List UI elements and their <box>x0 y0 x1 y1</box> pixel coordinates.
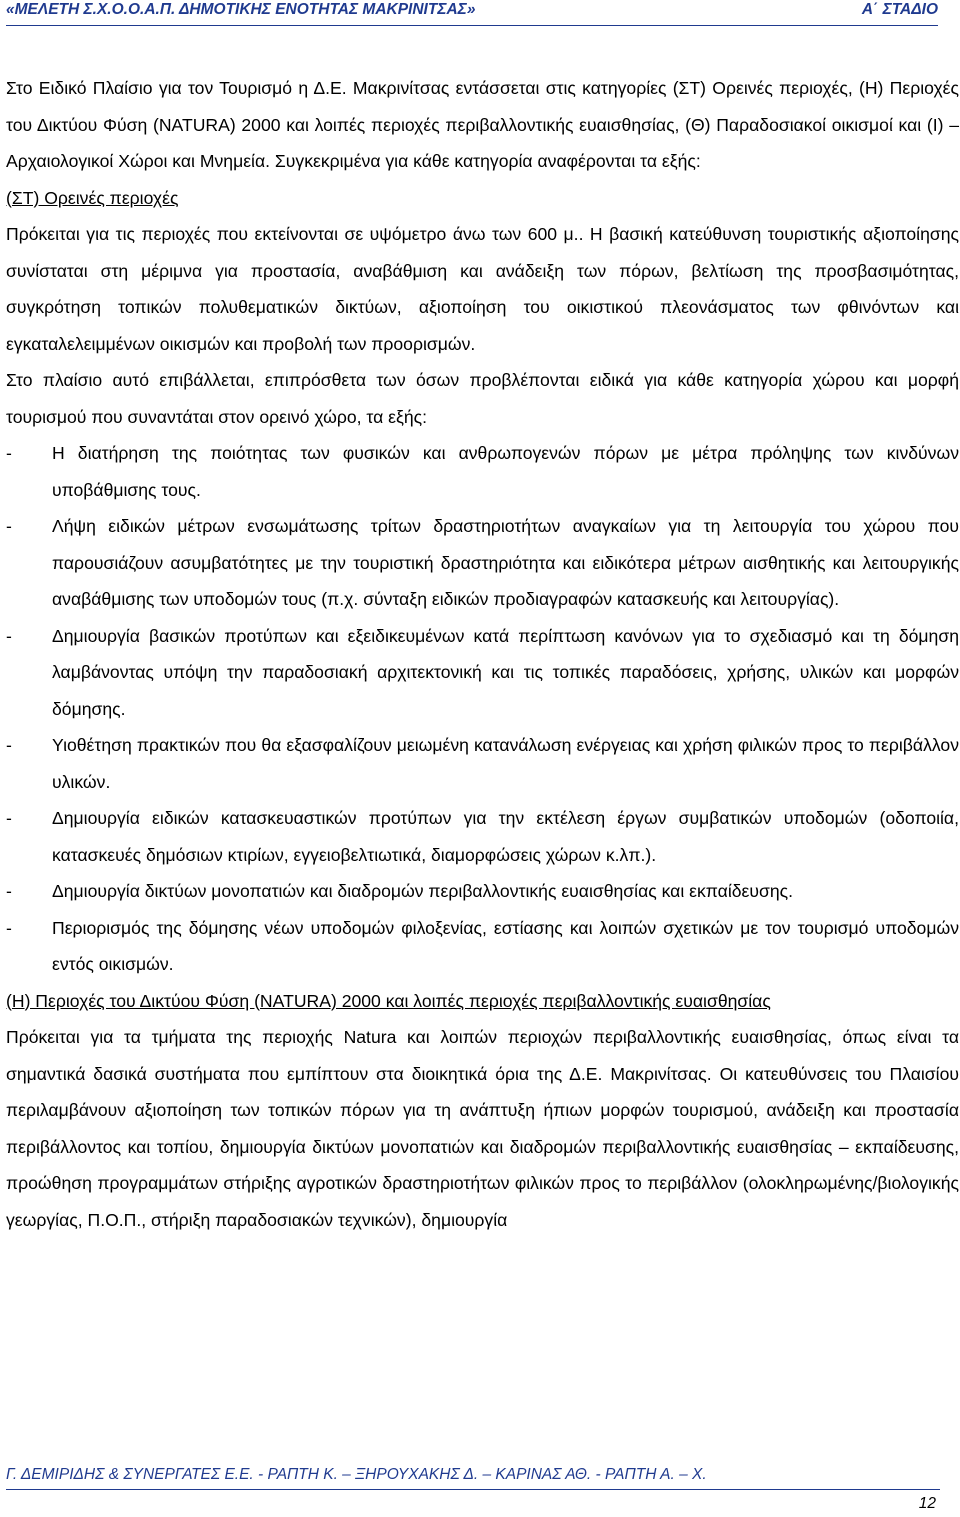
section-heading-mountain-areas: (ΣΤ) Ορεινές περιοχές <box>6 187 179 208</box>
list-item-text: Λήψη ειδικών μέτρων ενσωμάτωσης τρίτων δραστηριοτήτων αναγκαίων για τη λειτουργία του χώρου που παρουσιάζουν ασυμβατότητες με την τουριστική δραστηριότητα και ειδικότερα μέτρων αισθητικής και λειτουργικής αναβάθμισης των υποδομών τους (π.χ. σύνταξη ειδικών προδιαγραφών κατασκευής και λειτουργίας). <box>52 516 959 609</box>
list-item-text: Η διατήρηση της ποιότητας των φυσικών και ανθρωπογενών πόρων με μέτρα πρόληψης των κινδύνων υποβάθμισης τους. <box>52 443 959 500</box>
bullet-dash: - <box>6 881 12 901</box>
bullet-dash: - <box>6 735 12 755</box>
footer-rule <box>6 1489 940 1490</box>
bullet-dash: - <box>6 808 12 828</box>
page-footer: Γ. ΔΕΜΙΡΙΔΗΣ & ΣΥΝΕΡΓΑΤΕΣ Ε.Ε. - ΡΑΠΤΗ Κ. – ΞΗΡΟΥΧΑΚΗΣ Δ. – ΚΑΡΙΝΑΣ ΑΘ. - ΡΑΠΤΗ Α. – Χ. <box>6 1466 707 1483</box>
framework-paragraph: Στο πλαίσιο αυτό επιβάλλεται, επιπρόσθετα των όσων προβλέπονται ειδικά για κάθε κατηγορία χώρου και μορφή τουρισμού που συναντάται στον ορεινό χώρο, τα εξής: <box>6 370 959 427</box>
page-number: 12 <box>918 1495 936 1512</box>
header-study-title: «ΜΕΛΕΤΗ Σ.Χ.Ο.Ο.Α.Π. ΔΗΜΟΤΙΚΗΣ ΕΝΟΤΗΤΑΣ ΜΑΚΡΙΝΙΤΣΑΣ» <box>6 1 476 18</box>
list-item <box>6 800 959 873</box>
list-item-text: Δημιουργία ειδικών κατασκευαστικών προτύπων για την εκτέλεση έργων συμβατικών υποδομών (οδοποιία, κατασκευές δημόσιων κτιρίων, εγγειοβελτιωτικά, διαμορφώσεις χώρων κ.λπ.). <box>52 808 959 865</box>
bullet-dash: - <box>6 917 12 938</box>
list-item <box>6 910 959 983</box>
list-item <box>6 435 959 508</box>
header-stage: Α΄ ΣΤΑΔΙΟ <box>861 1 938 18</box>
header-rule <box>6 25 938 26</box>
list-item-text: Περιορισμός της δόμησης νέων υποδομών φιλοξενίας, εστίασης και λοιπών σχετικών με τον τουρισμό υποδομών εντός οικισμών. <box>52 917 959 974</box>
section-heading-natura: (Η) Περιοχές του Δικτύου Φύση (NATURA) 2000 και λοιπές περιοχές περιβαλλοντικής ευαισθησίας <box>6 990 771 1011</box>
list-item <box>6 618 959 728</box>
intro-paragraph: Στο Ειδικό Πλαίσιο για τον Τουρισμό η Δ.Ε. Μακρινίτσας εντάσσεται στις κατηγορίες (ΣΤ) Ορεινές περιοχές, (Η) Περιοχές του Δικτύου Φύση (NATURA) 2000 και λοιπές περιοχές περιβαλλοντικής ευαισθησίας, (Θ) Παραδοσιακοί οικισμοί και (Ι) – Αρχαιολογικοί Χώροι και Μνημεία. Συγκεκριμένα για κάθε κατηγορία αναφέρονται τα εξής: <box>6 78 959 171</box>
list-item <box>6 508 959 618</box>
document-body <box>6 70 959 1238</box>
list-item-text: Υιοθέτηση πρακτικών που θα εξασφαλίζουν μειωμένη κατανάλωση ενέργειας και χρήση φιλικών προς το περιβάλλον υλικών. <box>52 735 959 792</box>
page-header <box>6 0 938 22</box>
natura-paragraph: Πρόκειται για τα τμήματα της περιοχής Natura και λοιπών περιοχών περιβαλλοντικής ευαισθησίας, όπως είναι τα σημαντικά δασικά συστήματα που εμπίπτουν στα διοικητικά όρια της Δ.Ε. Μακρινίτσας. Οι κατευθύνσεις του Πλαισίου περιλαμβάνουν αξιοποίηση των τοπικών πόρων για τη ανάπτυξη ήπιων μορφών τουρισμού, ανάδειξη και προστασία περιβάλλοντος και τοπίου, δημιουργία δικτύων μονοπατιών και διαδρομών περιβαλλοντικής ευαισθησίας – εκπαίδευσης, προώθηση προγραμμάτων στήριξης αγροτικών δραστηριοτήτων φιλικών προς το περιβάλλον (ολοκληρωμένης/βιολογικής γεωργίας, Π.Ο.Π., στήριξη παραδοσιακών τεχνικών), δημιουργία <box>6 1027 959 1230</box>
list-item <box>6 873 959 910</box>
mountain-areas-paragraph: Πρόκειται για τις περιοχές που εκτείνονται σε υψόμετρο άνω των 600 μ.. Η βασική κατεύθυνση τουριστικής αξιοποίησης συνίσταται στη μέριμνα για προστασία, αναβάθμιση και ανάδειξη των πόρων, βελτίωση της προσβασιμότητας, συγκρότηση τοπικών πολυθεματικών δικτύων, αξιοποίηση του οικιστικού πλεονάσματος των φθινόντων και εγκαταλελειμμένων οικισμών και προβολή των προορισμών. <box>6 224 959 354</box>
bullet-dash: - <box>6 516 12 536</box>
list-item-text: Δημιουργία δικτύων μονοπατιών και διαδρομών περιβαλλοντικής ευαισθησίας και εκπαίδευσης. <box>52 881 794 901</box>
list-item <box>6 727 959 800</box>
bullet-dash: - <box>6 625 12 646</box>
list-item-text: Δημιουργία βασικών προτύπων και εξειδικευμένων κατά περίπτωση κανόνων για το σχεδιασμό και τη δόμηση λαμβάνοντας υπόψη την παραδοσιακή αρχιτεκτονική και τις τοπικές παραδόσεις, χρήσης, υλικών και μορφών δόμησης. <box>52 625 959 719</box>
bullet-dash: - <box>6 443 12 463</box>
